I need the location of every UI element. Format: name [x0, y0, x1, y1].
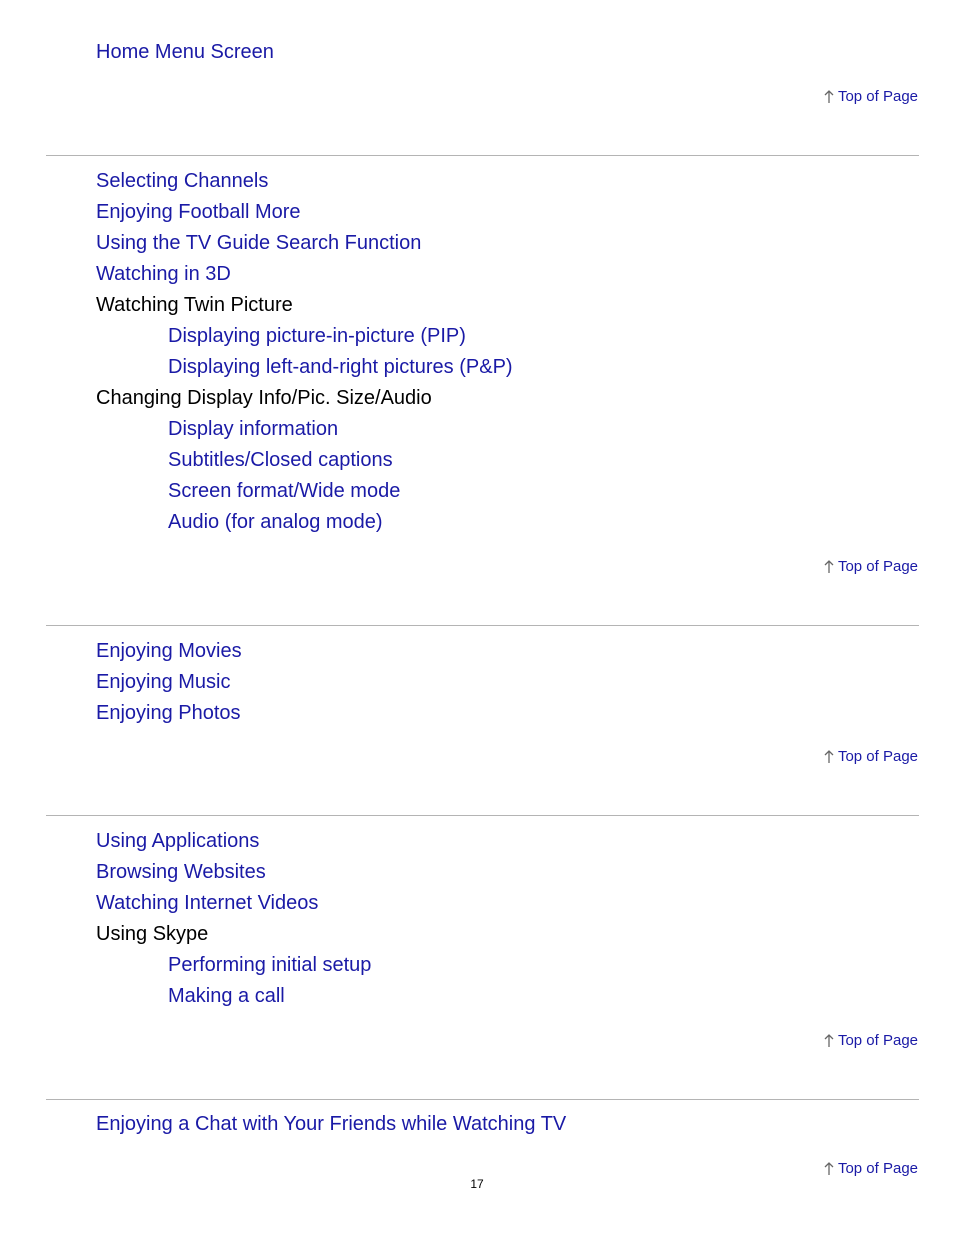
page-number: 17: [470, 1177, 484, 1191]
up-arrow-icon: [823, 1162, 835, 1176]
top-of-page-label: Top of Page: [837, 748, 918, 765]
toc-link-enjoying-photos[interactable]: Enjoying Photos: [96, 702, 241, 724]
toc-link-performing-initial-setup[interactable]: Performing initial setup: [168, 954, 372, 976]
toc-link-watching-internet-videos[interactable]: Watching Internet Videos: [96, 892, 319, 914]
toc-link-selecting-channels[interactable]: Selecting Channels: [96, 170, 269, 192]
toc-link-enjoying-music[interactable]: Enjoying Music: [96, 671, 231, 693]
toc-link-screen-format-wide-mode[interactable]: Screen format/Wide mode: [168, 480, 401, 502]
up-arrow-icon: [823, 1034, 835, 1048]
toc-link-audio-for-analog-mode[interactable]: Audio (for analog mode): [168, 511, 383, 533]
toc-link-enjoying-movies[interactable]: Enjoying Movies: [96, 640, 242, 662]
toc-link-using-the-tv-guide-search-function[interactable]: Using the TV Guide Search Function: [96, 232, 422, 254]
top-of-page-link[interactable]: [823, 748, 918, 766]
top-of-page-link[interactable]: [823, 558, 918, 576]
section-divider: [46, 155, 919, 156]
toc-link-using-applications[interactable]: Using Applications: [96, 830, 260, 852]
top-of-page-label: Top of Page: [837, 88, 918, 105]
toc-link-displaying-picture-in-picture-pip[interactable]: Displaying picture-in-picture (PIP): [168, 325, 466, 347]
top-of-page-link[interactable]: [823, 1032, 918, 1050]
up-arrow-icon: [823, 560, 835, 574]
toc-link-subtitles-closed-captions[interactable]: Subtitles/Closed captions: [168, 449, 393, 471]
top-of-page-label: Top of Page: [837, 1160, 918, 1177]
toc-link-displaying-left-and-right-pictures-p-p[interactable]: Displaying left-and-right pictures (P&P): [168, 356, 513, 378]
toc-link-making-a-call[interactable]: Making a call: [168, 985, 285, 1007]
top-of-page-link[interactable]: [823, 1160, 918, 1178]
toc-link-display-information[interactable]: Display information: [168, 418, 339, 440]
up-arrow-icon: [823, 750, 835, 764]
toc-link-enjoying-football-more[interactable]: Enjoying Football More: [96, 201, 301, 223]
toc-heading-changing-display-info-pic-size-audio: Changing Display Info/Pic. Size/Audio: [96, 387, 432, 409]
toc-link-enjoying-a-chat-with-your-friends-while-watching-tv[interactable]: Enjoying a Chat with Your Friends while Watching TV: [96, 1113, 567, 1135]
section-divider: [46, 1099, 919, 1100]
top-of-page-label: Top of Page: [837, 1032, 918, 1049]
section-divider: [46, 815, 919, 816]
up-arrow-icon: [823, 90, 835, 104]
top-of-page-link[interactable]: [823, 88, 918, 106]
section-divider: [46, 625, 919, 626]
top-of-page-label: Top of Page: [837, 558, 918, 575]
toc-link-watching-in-3d[interactable]: Watching in 3D: [96, 263, 231, 285]
toc-link-home-menu-screen[interactable]: Home Menu Screen: [96, 41, 274, 63]
toc-heading-using-skype: Using Skype: [96, 923, 209, 945]
toc-link-browsing-websites[interactable]: Browsing Websites: [96, 861, 266, 883]
toc-heading-watching-twin-picture: Watching Twin Picture: [96, 294, 293, 316]
